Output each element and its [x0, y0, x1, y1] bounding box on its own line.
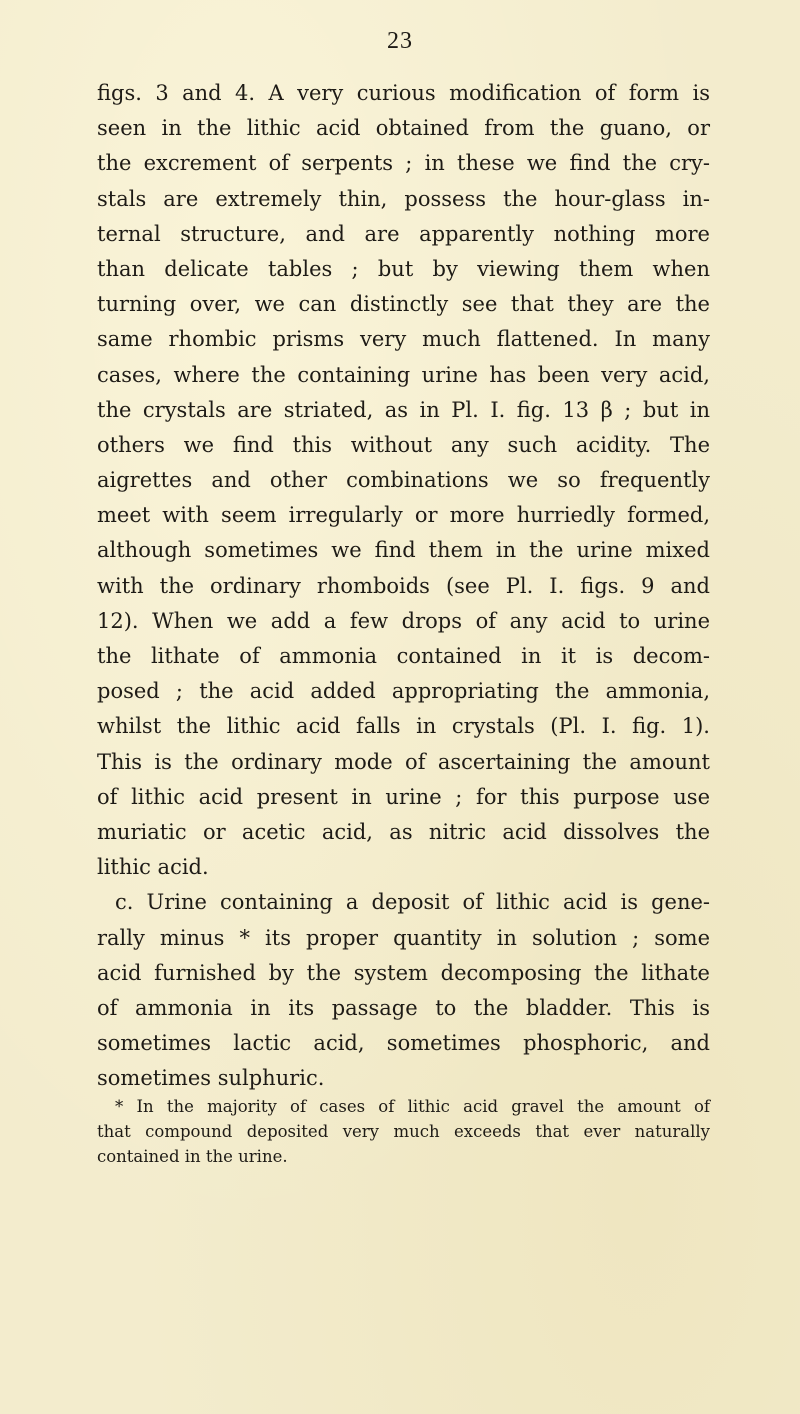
- text-line: 12). When we add a few drops of any acid to urine: [97, 608, 710, 633]
- text-line: posed ; the acid added appropriating the ammonia,: [97, 679, 710, 704]
- text-line: the lithate of ammonia contained in it is decom-: [97, 644, 710, 668]
- text-line: whilst the lithic acid falls in crystals (Pl. I. fig. 1).: [97, 714, 710, 739]
- footnote-line: that compound deposited very much exceeds that ever naturally: [97, 1122, 710, 1141]
- text-line: acid furnished by the system decomposing the lithate: [97, 960, 710, 985]
- text-line: same rhombic prisms very much flattened. In many: [97, 327, 710, 352]
- text-line: sometimes sulphuric.: [97, 1066, 325, 1091]
- text-line: rally minus * its proper quantity in solution ; some: [97, 925, 710, 950]
- text-line: the excrement of serpents ; in these we find the cry-: [97, 151, 710, 176]
- body-text: [97, 76, 710, 1096]
- text-line: turning over, we can distinctly see that they are the: [97, 292, 710, 317]
- text-line: others we find this without any such acidity. The: [97, 432, 710, 457]
- text-line: This is the ordinary mode of ascertaining the amount: [97, 749, 710, 774]
- text-line: of ammonia in its passage to the bladder. This is: [97, 995, 710, 1020]
- text-line: lithic acid.: [97, 855, 209, 880]
- text-line: seen in the lithic acid obtained from the guano, or: [97, 116, 710, 141]
- footnote-line: * In the majority of cases of lithic acid gravel the amount of: [115, 1097, 710, 1116]
- text-line: ternal structure, and are apparently nothing more: [97, 221, 710, 246]
- text-line: meet with seem irregularly or more hurriedly formed,: [97, 503, 710, 528]
- text-line: aigrettes and other combinations we so frequently: [97, 468, 710, 493]
- text-line: stals are extremely thin, possess the hour-glass in-: [97, 186, 710, 211]
- text-line: the crystals are striated, as in Pl. I. fig. 13 β ; but in: [97, 397, 710, 422]
- text-line: with the ordinary rhomboids (see Pl. I. figs. 9 and: [97, 573, 710, 598]
- footnote: [97, 1094, 710, 1169]
- text-line: muriatic or acetic acid, as nitric acid dissolves the: [97, 819, 710, 844]
- footnote-line: contained in the urine.: [97, 1147, 288, 1166]
- text-line: sometimes lactic acid, sometimes phosphoric, and: [97, 1031, 710, 1056]
- text-line: c. Urine containing a deposit of lithic acid is gene-: [115, 890, 710, 915]
- text-line: cases, where the containing urine has been very acid,: [97, 362, 710, 387]
- text-line: than delicate tables ; but by viewing them when: [97, 256, 710, 281]
- page-number: 23: [387, 28, 413, 54]
- text-line: although sometimes we find them in the urine mixed: [97, 538, 710, 563]
- text-line: of lithic acid present in urine ; for this purpose use: [97, 784, 710, 809]
- text-line: figs. 3 and 4. A very curious modification of form is: [97, 81, 710, 105]
